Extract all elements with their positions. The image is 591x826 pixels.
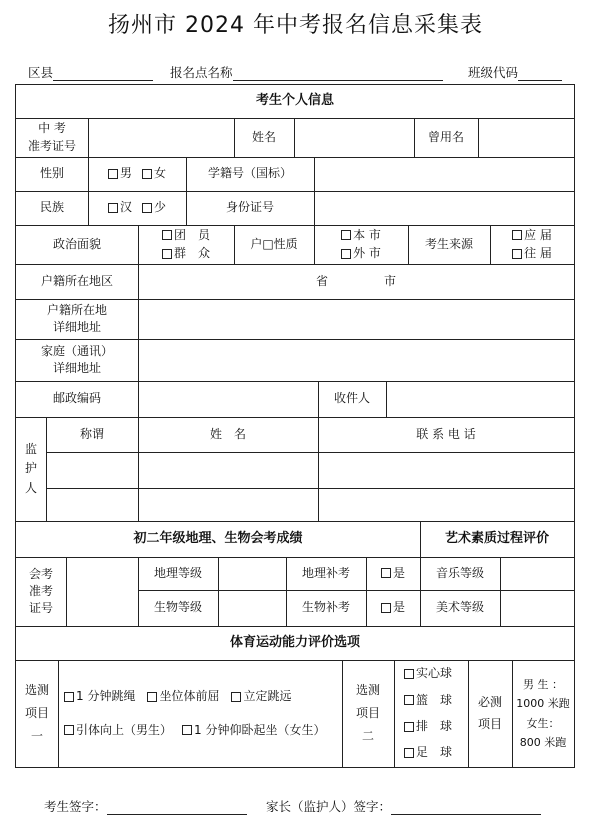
sit-and-reach-checkbox[interactable]	[147, 688, 219, 705]
postcode-label: 邮政编码	[52, 391, 101, 406]
option-label: 女	[154, 166, 167, 181]
proficiency-exam-id-input[interactable]	[66, 557, 138, 626]
district-field[interactable]	[28, 63, 153, 81]
student-signature-label: 考生签字：	[44, 799, 107, 814]
ethnicity-label: 民族	[39, 200, 64, 215]
former-name-label: 曾用名	[427, 129, 464, 144]
id-card-input[interactable]	[314, 191, 574, 225]
checkbox-icon	[231, 692, 241, 702]
gender-female-checkbox[interactable]	[142, 165, 166, 182]
home-address-input[interactable]	[138, 339, 574, 381]
hukou-region-label: 户籍所在地区	[40, 273, 113, 288]
site-name-field[interactable]	[170, 63, 443, 81]
student-id-label: 学籍号（国标）	[207, 166, 292, 181]
checkbox-icon	[64, 692, 74, 702]
political-status-label: 政治面貌	[52, 236, 101, 251]
guardian1-relation-input[interactable]	[46, 452, 138, 488]
jump-rope-checkbox[interactable]	[64, 688, 135, 705]
checkbox-icon	[512, 249, 522, 259]
checkbox-icon	[381, 603, 391, 613]
class-code-label: 班级代码	[468, 65, 519, 80]
form-title: 扬州市 2024 年中考报名信息采集表	[108, 13, 483, 38]
hukou-other-checkbox[interactable]	[341, 245, 381, 262]
checkbox-icon	[512, 230, 522, 240]
option-label: 实心球	[416, 666, 453, 681]
elective-item2-label: 选测 项目 二	[355, 683, 380, 743]
standing-jump-checkbox[interactable]	[231, 688, 291, 705]
political-league-checkbox[interactable]	[162, 227, 210, 244]
option-label: 应 届	[524, 227, 552, 242]
grades-heading: 初二年级地理、生物会考成绩	[133, 530, 303, 546]
option-label: 立定跳远	[243, 689, 292, 704]
required-item-text: 男 生 ： 1000 米跑 女生： 800 米跑	[516, 678, 570, 749]
relation-header: 称谓	[79, 426, 104, 441]
pull-up-checkbox[interactable]	[64, 722, 172, 739]
checkbox-icon	[162, 230, 172, 240]
guardian-name-header: 姓 名	[209, 426, 246, 441]
volleyball-checkbox[interactable]	[404, 718, 452, 735]
exam-id-label: 中 考 准考证号	[27, 121, 76, 153]
geography-level-label: 地理等级	[153, 565, 202, 580]
guardian2-relation-input[interactable]	[46, 488, 138, 521]
source-current-checkbox[interactable]	[512, 227, 552, 244]
postcode-input[interactable]	[138, 381, 318, 417]
option-label: 少	[154, 200, 167, 215]
phone-header: 联 系 电 话	[416, 426, 476, 441]
checkbox-icon	[182, 725, 192, 735]
gender-male-checkbox[interactable]	[108, 165, 132, 182]
guardian-label: 监 护 人	[24, 442, 37, 495]
elective-item1-label: 选测 项目 一	[24, 683, 49, 743]
checkbox-icon	[341, 230, 351, 240]
checkbox-icon	[142, 203, 152, 213]
option-label: 引体向上（男生）	[76, 722, 173, 737]
checkbox-icon	[108, 169, 118, 179]
city-label: 市	[384, 273, 397, 288]
checkbox-icon	[404, 722, 414, 732]
option-label: 是	[392, 600, 405, 615]
option-label: 群 众	[173, 246, 210, 260]
option-label: 排 球	[416, 719, 453, 733]
recipient-input[interactable]	[386, 381, 574, 417]
guardian2-name-input[interactable]	[138, 488, 318, 521]
option-label: 本 市	[353, 227, 381, 242]
art-level-input[interactable]	[500, 590, 574, 626]
option-label: 男	[119, 166, 132, 181]
option-label: 1 分钟跳绳	[76, 689, 136, 704]
registration-form-table	[15, 84, 575, 768]
source-label: 考生来源	[424, 236, 473, 251]
biology-level-label: 生物等级	[153, 600, 202, 615]
guardian1-phone-input[interactable]	[318, 452, 574, 488]
checkbox-icon	[142, 169, 152, 179]
music-level-label: 音乐等级	[435, 565, 484, 580]
former-name-input[interactable]	[478, 118, 574, 157]
biology-level-input[interactable]	[218, 590, 286, 626]
gender-label: 性别	[39, 166, 64, 181]
geography-makeup-yes-checkbox[interactable]	[381, 565, 405, 582]
option-label: 外 市	[353, 246, 381, 260]
geography-level-input[interactable]	[218, 557, 286, 590]
option-label: 往 届	[524, 246, 552, 260]
guardian2-phone-input[interactable]	[318, 488, 574, 521]
ethnicity-han-checkbox[interactable]	[108, 199, 132, 216]
proficiency-exam-id-label: 会考 准考 证号	[28, 567, 53, 615]
art-evaluation-heading: 艺术素质过程评价	[444, 530, 549, 546]
option-label: 团 员	[173, 227, 210, 242]
checkbox-icon	[147, 692, 157, 702]
sit-up-checkbox[interactable]	[182, 722, 325, 739]
option-label: 是	[392, 565, 405, 580]
id-card-label: 身份证号	[225, 200, 274, 215]
option-label: 1 分钟仰卧起坐（女生）	[194, 722, 326, 737]
required-item-label: 必测 项目	[477, 694, 502, 731]
biology-makeup-label: 生物补考	[301, 600, 350, 615]
hukou-region-input[interactable]	[138, 264, 574, 299]
student-signature-field[interactable]	[44, 797, 247, 815]
home-address-label: 家庭（通讯） 详细地址	[40, 343, 113, 375]
music-level-input[interactable]	[500, 557, 574, 590]
exam-id-input[interactable]	[88, 118, 234, 157]
political-masses-checkbox[interactable]	[162, 245, 210, 262]
option-label: 汉	[119, 200, 132, 215]
district-label: 区县	[28, 65, 54, 80]
source-past-checkbox[interactable]	[512, 245, 552, 262]
checkbox-icon	[404, 695, 414, 705]
option-label: 坐位体前屈	[159, 689, 220, 704]
checkbox-icon	[404, 748, 414, 758]
class-code-field[interactable]	[468, 63, 562, 81]
checkbox-icon	[404, 669, 414, 679]
option-label: 篮 球	[416, 692, 453, 707]
province-label: 省	[315, 273, 328, 288]
checkbox-icon	[64, 725, 74, 735]
checkbox-icon	[341, 249, 351, 259]
site-name-label: 报名点名称	[170, 65, 233, 80]
geography-makeup-label: 地理补考	[301, 565, 350, 580]
guardian1-name-input[interactable]	[138, 452, 318, 488]
name-input[interactable]	[294, 118, 414, 157]
sports-heading: 体育运动能力评价选项	[229, 634, 360, 650]
checkbox-icon	[108, 203, 118, 213]
hukou-local-checkbox[interactable]	[341, 227, 381, 244]
personal-info-heading: 考生个人信息	[255, 93, 334, 109]
guardian-signature-field[interactable]	[266, 797, 541, 815]
basketball-checkbox[interactable]	[404, 692, 452, 709]
football-checkbox[interactable]	[404, 744, 452, 761]
name-label: 姓名	[251, 129, 276, 144]
shot-put-checkbox[interactable]	[404, 665, 452, 682]
checkbox-icon	[162, 249, 172, 259]
recipient-label: 收件人	[333, 391, 370, 406]
checkbox-icon	[381, 568, 391, 578]
hukou-address-input[interactable]	[138, 299, 574, 339]
biology-makeup-yes-checkbox[interactable]	[381, 599, 405, 616]
hukou-type-label: 户□性质	[250, 236, 298, 251]
hukou-address-label: 户籍所在地 详细地址	[46, 302, 107, 334]
guardian-signature-label: 家长（监护人）签字：	[266, 799, 392, 814]
art-level-label: 美术等级	[435, 600, 484, 615]
option-label: 足 球	[416, 745, 453, 760]
ethnicity-minority-checkbox[interactable]	[142, 199, 166, 216]
student-id-input[interactable]	[314, 157, 574, 191]
